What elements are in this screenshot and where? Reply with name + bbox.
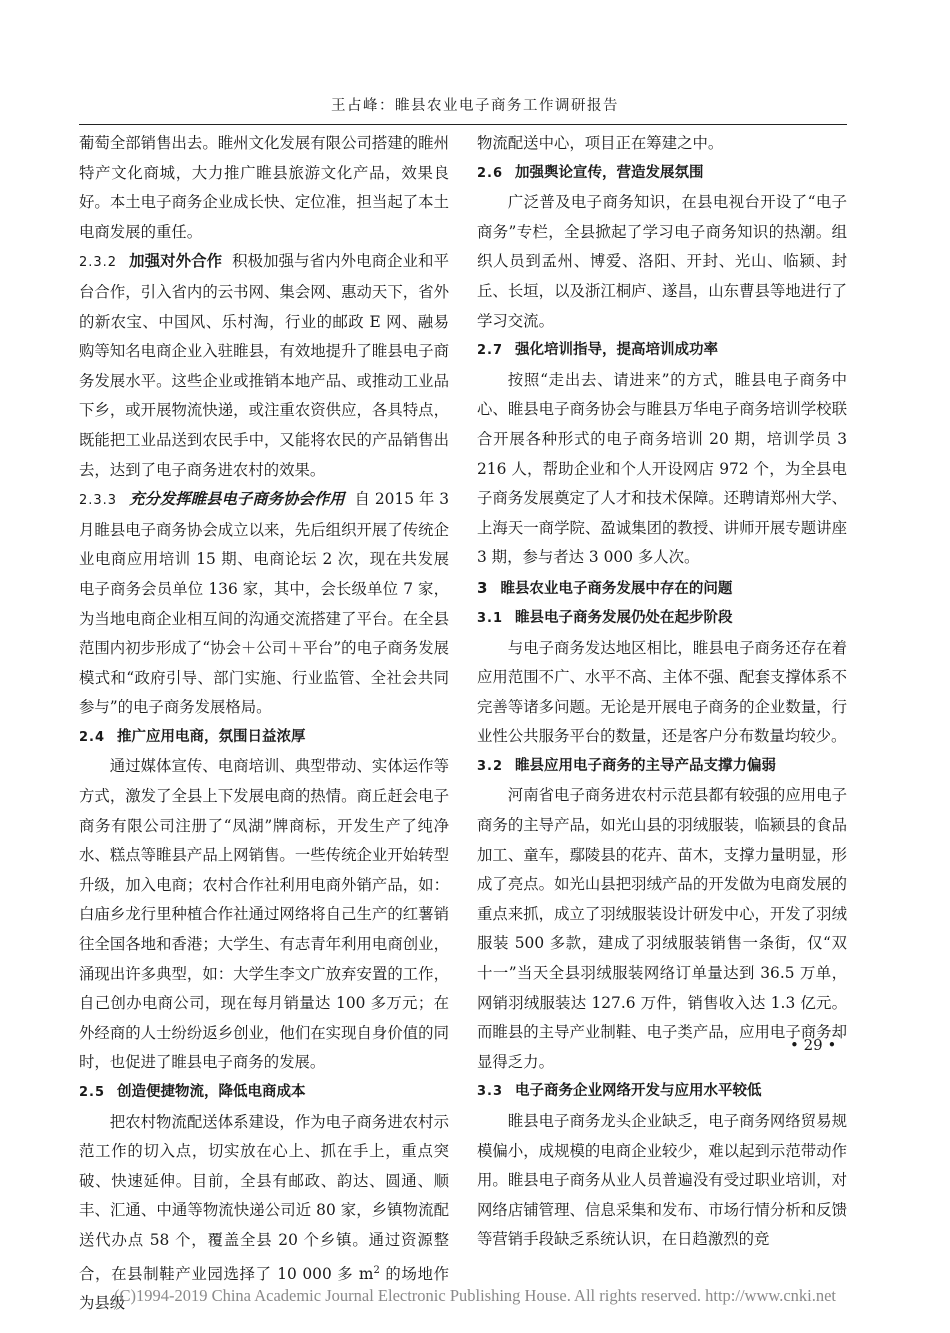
section-title: 推广应用电商，氛围日益浓厚 (117, 728, 306, 745)
section-number: 3.2 (477, 758, 504, 774)
section-number: 2.7 (477, 343, 504, 359)
section-title: 创造便捷物流，降低电商成本 (117, 1084, 306, 1100)
section-number: 2.3.2 (79, 255, 118, 271)
section-number: 2.3.3 (79, 493, 118, 509)
paragraph-continued: 葡萄全部销售出去。睢州文化发展有限公司搭建的睢州特产文化商城，大力推广睢县旅游文化产品，效果良好。本土电子商务企业成长快、定位准，担当起了本土电商发展的重任。 (79, 134, 449, 241)
section-title: 电子商务企业网络开发与应用水平较低 (515, 1083, 762, 1100)
header-rule (79, 124, 847, 125)
section-title: 加强舆论宣传，营造发展氛围 (515, 164, 704, 181)
paragraph: 广泛普及电子商务知识，在县电视台开设了“电子商务”专栏，全县掀起了学习电子商务知识的热潮。组织人员到孟州、博爱、洛阳、开封、光山、临颍、封丘、长垣，以及浙江桐庐、遂昌，山东曹县等地进行了学习交流。 (477, 193, 847, 330)
section-number: 3 (477, 578, 489, 597)
section-title: 睢县电子商务发展仍处在起步阶段 (515, 609, 733, 626)
section-2-3-3 (79, 485, 449, 723)
section-text: 自 2015 年 3 月睢县电子商务协会成立以来，先后组织开展了传统企业电商应用培训 15 期、电商论坛 2 次，现在共发展电子商务会员单位 136 家，其中，会长级单位 7 家，为当地电商企业相互间的沟通交流搭建了平台。在全县范围内初步形成了“协会＋公司＋平台”的电子商务发展模式和“政府引导、部门实施、行业监管、全社会共同参与”的电子商务发展格局。 (79, 490, 449, 717)
left-column (79, 129, 449, 1319)
section-heading-3 (477, 573, 847, 604)
running-header: 王占峰：睢县农业电子商务工作调研报告 (331, 98, 619, 114)
copyright-footer: (C)1994-2019 China Academic Journal Electronic Publishing House. All rights reserved. http://www.cnki.net (113, 1286, 837, 1305)
paragraph-text-end: 的场地作为县级 (79, 1264, 449, 1313)
section-heading-3-2 (477, 752, 847, 782)
section-number: 3.3 (477, 1084, 504, 1100)
section-heading-2-7 (477, 336, 847, 366)
paragraph: 河南省电子商务进农村示范县都有较强的应用电子商务的主导产品，如光山县的羽绒服装，临颍县的食品加工、童车，鄢陵县的花卉、苗木，支撑力量明显，形成了亮点。如光山县把羽绒产品的开发做为电商发展的重点来抓，成立了羽绒服装设计研发中心，开发了羽绒服装 500 多款，建成了羽绒服装销售一条街，仅“双十一”当天全县羽绒服装网络订单量达到 36.5 万单，网销羽绒服装达 127.6 万件，销售收入达 1.3 亿元。而睢县的主导产业制鞋、电子类产品，应用电子商务却显得乏力。 (477, 786, 847, 1071)
section-number: 3.1 (477, 610, 504, 626)
section-2-3-2 (79, 247, 449, 485)
section-number: 2.6 (477, 165, 504, 181)
section-title: 睢县农业电子商务发展中存在的问题 (500, 580, 733, 597)
paragraph: 与电子商务发达地区相比，睢县电子商务还存在着应用范围不广、水平不高、主体不强、配套支撑体系不完善等诸多问题。无论是开展电子商务的企业数量，行业性公共服务平台的数量，还是客户分布数量均较少。 (477, 638, 847, 746)
superscript: 2 (373, 1264, 380, 1276)
section-heading-2-6 (477, 159, 847, 189)
section-heading-2-5 (79, 1078, 449, 1108)
section-text: 积极加强与省内外电商企业和平台合作，引入省内的云书网、集会网、惠动天下，省外的新农宝、中国风、乐村淘，行业的邮政 E 网、融易购等知名电商企业入驻睢县，有效地提升了睢县电子商务发展水平。这些企业或推销本地产品、或推动工业品下乡，或开展物流快递，或注重农资供应，各具特点，既能把工业品送到农民手中，又能将农民的产品销售出去，达到了电子商务进农村的效果。 (79, 252, 449, 479)
paragraph: 睢县电子商务龙头企业缺乏，电子商务网络贸易规模偏小，成规模的电商企业较少，难以起到示范带动作用。睢县电子商务从业人员普遍没有受过职业培训，对网络店铺管理、信息采集和发布、市场行情分析和反馈等营销手段缺乏系统认识，在日趋激烈的竞 (477, 1112, 847, 1249)
section-heading-3-1 (477, 604, 847, 634)
paragraph: 通过媒体宣传、电商培训、典型带动、实体运作等方式，激发了全县上下发展电商的热情。商丘赶会电子商务有限公司注册了“凤湖”牌商标，开发生产了纯净水、糕点等睢县产品上网销售。一些传统企业开始转型升级，加入电商；农村合作社利用电商外销产品，如：白庙乡龙行里种植合作社通过网络将自己生产的红薯销往全国各地和香港；大学生、有志青年利用电商创业，涌现出许多典型，如：大学生李文广放弃安置的工作，自己创办电商公司，现在每月销量达 100 多万元；在外经商的人士纷纷返乡创业，他们在实现自身价值的同时，也促进了睢县电子商务的发展。 (79, 757, 449, 1072)
paragraph: 按照“走出去、请进来”的方式，睢县电子商务中心、睢县电子商务协会与睢县万华电子商务培训学校联合开展各种形式的电子商务培训 20 期，培训学员 3 216 人，帮助企业和个人开设网店 972 个，为全县电子商务发展奠定了人才和技术保障。还聘请郑州大学、上海天一商学院、盈诚集团的教授、讲师开展专题讲座 3 期，参与者达 3 000 多人次。 (477, 370, 847, 567)
right-column (477, 129, 847, 1255)
section-heading-3-3 (477, 1077, 847, 1107)
section-heading-2-4 (79, 723, 449, 753)
paragraph-text: 把农村物流配送体系建设，作为电子商务进农村示范工作的切入点，切实放在心上、抓在手上，重点突破、快速延伸。目前，全县有邮政、韵达、圆通、顺丰、汇通、中通等物流快递公司近 80 家，乡镇物流配送代办点 58 个，覆盖全县 20 个乡镇。通过资源整合，在县制鞋产业园选择了 10 000 多 m (79, 1112, 449, 1283)
section-number: 2.5 (79, 1085, 106, 1100)
section-title: 睢县应用电子商务的主导产品支撑力偏弱 (515, 757, 777, 774)
section-number: 2.4 (79, 729, 106, 745)
section-title: 加强对外合作 (129, 252, 223, 271)
section-title: 充分发挥睢县电子商务协会作用 (129, 490, 345, 509)
page-number: • 29 • (790, 1036, 837, 1054)
section-title: 强化培训指导，提高培训成功率 (515, 342, 719, 359)
paragraph-continued: 物流配送中心，项目正在筹建之中。 (477, 134, 724, 152)
